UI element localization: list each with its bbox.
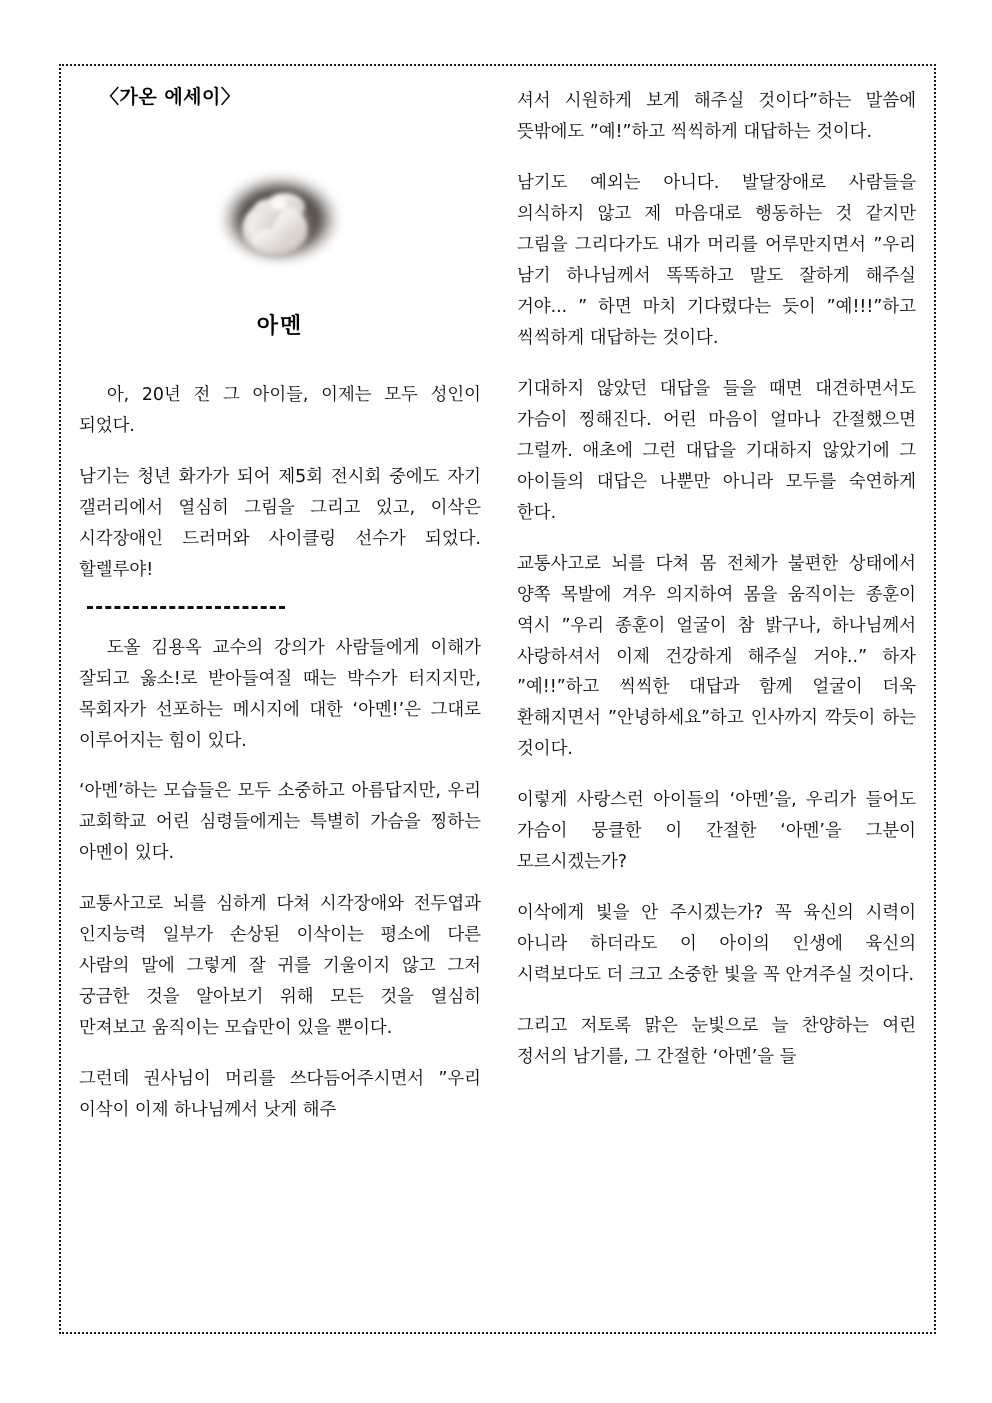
paragraph: ‘아멘’하는 모습들은 모두 소중하고 아름답지만, 우리 교회학교 어린 심령들에게는 특별히 가슴을 찡하는 아멘이 있다.: [79, 781, 481, 864]
essay-title: 아멘: [256, 313, 304, 339]
paragraph: 남기는 청년 화가가 되어 제5회 전시회 중에도 자기 갤러리에서 열심히 그림을 그리고 있고, 이삭은 시각장애인 드러머와 사이클링 선수가 되었다. 할렐루야!: [79, 466, 481, 580]
left-body: [79, 380, 481, 1126]
praying-hands-icon: [213, 163, 347, 267]
paragraph: 아, 20년 전 그 아이들, 이제는 모두 성인이 되었다.: [79, 384, 481, 436]
paragraph: 교통사고로 뇌를 심하게 다쳐 시각장애와 전두엽과 인지능력 일부가 손상된 이삭이는 평소에 다른 사람의 말에 그렇게 잘 귀를 기울이지 않고 그저 궁금한 것을 알아보기 위해 모든 것을 열심히 만져보고 움직이는 모습만이 있을 뿐이다.: [79, 894, 481, 1039]
dashed-separator: [87, 606, 285, 609]
essay-figure: [79, 163, 481, 267]
paragraph: 셔서 시원하게 보게 해주실 것이다”하는 말씀에 뜻밖에도 ”예!”하고 씩씩하게 대답하는 것이다.: [516, 91, 916, 142]
paragraph: 도올 김용옥 교수의 강의가 사람들에게 이해가 잘되고 옳소!로 받아들여질 때는 박수가 터지지만, 목회자가 선포하는 메시지에 대한 ‘아멘!’은 그대로 이루어지는 힘이 있다.: [79, 637, 481, 751]
two-column-layout: [59, 64, 936, 1334]
paragraph: 이렇게 사랑스런 아이들의 ‘아멘’을, 우리가 들어도 가슴이 뭉클한 이 간절한 ‘아멘’을 그분이 모르시겠는가?: [516, 790, 916, 873]
left-column: [79, 86, 499, 1324]
paragraph: 기대하지 않았던 대답을 들을 때면 대견하면서도 가슴이 찡해진다. 어린 마음이 얼마나 간절했으면 그럴까. 애초에 그런 대답을 기대하지 않았기에 그 아이들의 대답은 나뿐만 아니라 모두를 숙연하게 한다.: [516, 378, 916, 523]
section-kicker: 〈가온 에세이〉: [100, 86, 241, 108]
paragraph: 이삭에게 빛을 안 주시겠는가? 꼭 육신의 시력이 아니라 하더라도 이 아이의 인생에 육신의 시력보다도 더 크고 소중한 빛을 꼭 안겨주실 것이다.: [516, 903, 916, 986]
right-column: [499, 86, 916, 1324]
paragraph: 교통사고로 뇌를 다쳐 몸 전체가 불편한 상태에서 양쪽 목발에 겨우 의지하여 몸을 움직이는 종훈이 역시 ”우리 종훈이 얼굴이 참 밝구나, 하나님께서 사랑하셔서 이제 건강하게 해주실 거야..” 하자 ”예!!”하고 씩씩한 대답과 함께 얼굴이 더욱 환해지면서 ”안녕하세요”하고 인사까지 깍듯이 하는 것이다.: [516, 553, 916, 760]
paragraph: 그리고 저토록 맑은 눈빛으로 늘 찬양하는 여린 정서의 남기를, 그 간절한 ‘아멘’을 들: [516, 1016, 916, 1068]
paragraph: 남기도 예외는 아니다. 발달장애로 사람들을 의식하지 않고 제 마음대로 행동하는 것 같지만 그림을 그리다가도 내가 머리를 어루만지면서 ”우리 남기 하나님께서 똑똑하고 말도 잘하게 해주실 거야... ” 하면 마치 기다렸다는 듯이 ”예!!!”하고 씩씩하게 대답하는 것이다.: [516, 172, 916, 348]
paragraph: 그런데 권사님이 머리를 쓰다듬어주시면서 ”우리 이삭이 이제 하나님께서 낫게 해주: [79, 1069, 481, 1121]
